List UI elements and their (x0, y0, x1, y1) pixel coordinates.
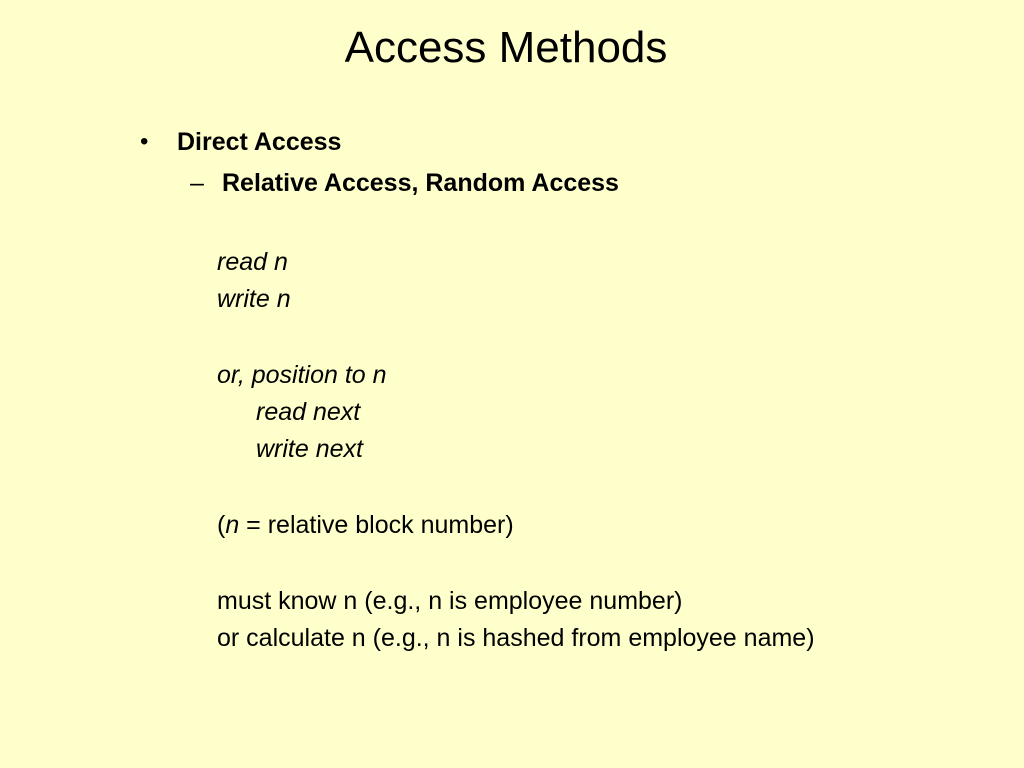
relative-block-text: = relative block number) (239, 511, 514, 539)
slide-title: Access Methods (344, 23, 668, 72)
n-variable: n (225, 511, 240, 539)
line-write-next: write next (256, 435, 363, 463)
bullet-direct-access: Direct Access (177, 128, 342, 156)
line-position-to-n: or, position to n (217, 361, 387, 389)
line-relative-block-number (217, 510, 514, 540)
line-must-know-n: must know n (e.g., n is employee number) (217, 587, 683, 615)
dash-marker: – (190, 169, 204, 197)
line-calculate-n: or calculate n (e.g., n is hashed from employee name) (217, 624, 815, 652)
line-write-n: write n (217, 285, 291, 313)
line-read-next: read next (256, 398, 361, 426)
paren-open: ( (217, 511, 226, 539)
sub-bullet-relative-access: Relative Access, Random Access (222, 169, 619, 197)
line-read-n: read n (217, 248, 288, 276)
bullet-marker: • (140, 128, 149, 155)
